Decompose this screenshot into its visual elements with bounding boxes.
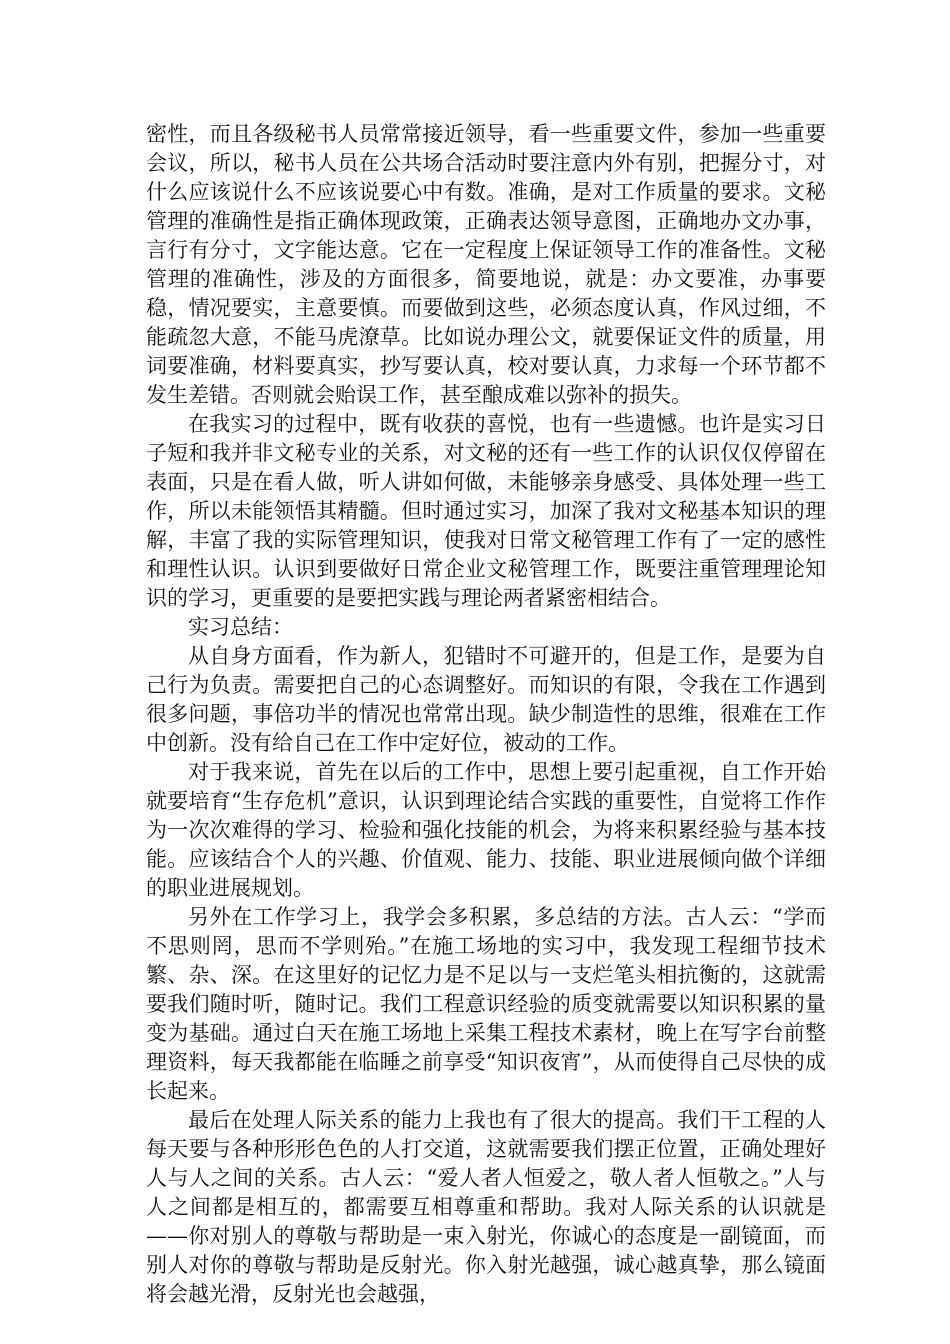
paragraph-internship-reflection: 在我实习的过程中，既有收获的喜悦，也有一些遗憾。也许是实习日子短和我并非文秘专业的关系，对文秘的还有一些工作的认识仅仅停留在表面，只是在看人做，听人讲如何做，未能够亲身感受、具体处理一些工作，所以未能领悟其精髓。但时通过实习，加深了我对文秘基本知识的理解，丰富了我的实际管理知识，使我对日常文秘管理工作有了一定的感性和理性认识。认识到要做好日常企业文秘管理工作，既要注重管理理论知识的学习，更重要的是要把实践与理论两者紧密相结合。 xyxy=(146,412,826,610)
paragraph-summary-heading: 实习总结： xyxy=(188,615,293,639)
paragraph-interpersonal-skills: 最后在处理人际关系的能力上我也有了很大的提高。我们干工程的人每天要与各种形形色色的人打交道，这就需要我们摆正位置，正确处理好人与人之间的关系。古人云：“爱人者人恒爱之，敬人者人恒敬之。”人与人之间都是相互的，都需要互相尊重和帮助。我对人际关系的认识就是——你对别人的尊敬与帮助是一束入射光，你诚心的态度是一副镜面，而别人对你的尊敬与帮助是反射光。你入射光越强，诚心越真挚，那么镜面将会越光滑，反射光也会越强， xyxy=(146,1108,826,1306)
paragraph-self-assessment: 从自身方面看，作为新人，犯错时不可避开的，但是工作，是要为自己行为负责。需要把自己的心态调整好。而知识的有限，令我在工作遇到很多问题，事倍功半的情况也常常出现。缺少制造性的思维，很难在工作中创新。没有给自己在工作中定好位，被动的工作。 xyxy=(146,644,826,755)
paragraph-confidentiality-accuracy: 密性，而且各级秘书人员常常接近领导，看一些重要文件，参加一些重要会议，所以，秘书人员在公共场合活动时要注意内外有别，把握分寸，对什么应该说什么不应该说要心中有数。准确，是对工作质量的要求。文秘管理的准确性是指正确体现政策，正确表达领导意图，正确地办文办事，言行有分寸，文字能达意。它在一定程度上保证领导工作的准备性。文秘管理的准确性，涉及的方面很多，简要地说，就是：办文要准，办事要稳，情况要实，主意要慎。而要做到这些，必须态度认真，作风过细，不能疏忽大意，不能马虎潦草。比如说办理公文，就要保证文件的质量，用词要准确，材料要真实，抄写要认真，校对要认真，力求每一个环节都不发生差错。否则就会贻误工作，甚至酿成难以弥补的损失。 xyxy=(146,122,826,407)
paragraph-study-method: 另外在工作学习上，我学会多积累，多总结的方法。古人云：“学而不思则罔，思而不学则殆。”在施工场地的实习中，我发现工程细节技术繁、杂、深。在这里好的记忆力是不足以与一支烂笔头相抗衡的，这就需要我们随时听，随时记。我们工程意识经验的质变就需要以知识积累的量变为基础。通过白天在施工场地上采集工程技术素材，晚上在写字台前整理资料，每天我都能在临睡之前享受“知识夜宵”，从而使得自己尽快的成长起来。 xyxy=(146,905,826,1103)
document-page xyxy=(146,120,826,1309)
paragraph-future-plan: 对于我来说，首先在以后的工作中，思想上要引起重视，自工作开始就要培育“生存危机”意识，认识到理论结合实践的重要性，自觉将工作作为一次次难得的学习、检验和强化技能的机会，为将来积累经验与基本技能。应该结合个人的兴趣、价值观、能力、技能、职业进展倾向做个详细的职业进展规划。 xyxy=(146,760,826,900)
